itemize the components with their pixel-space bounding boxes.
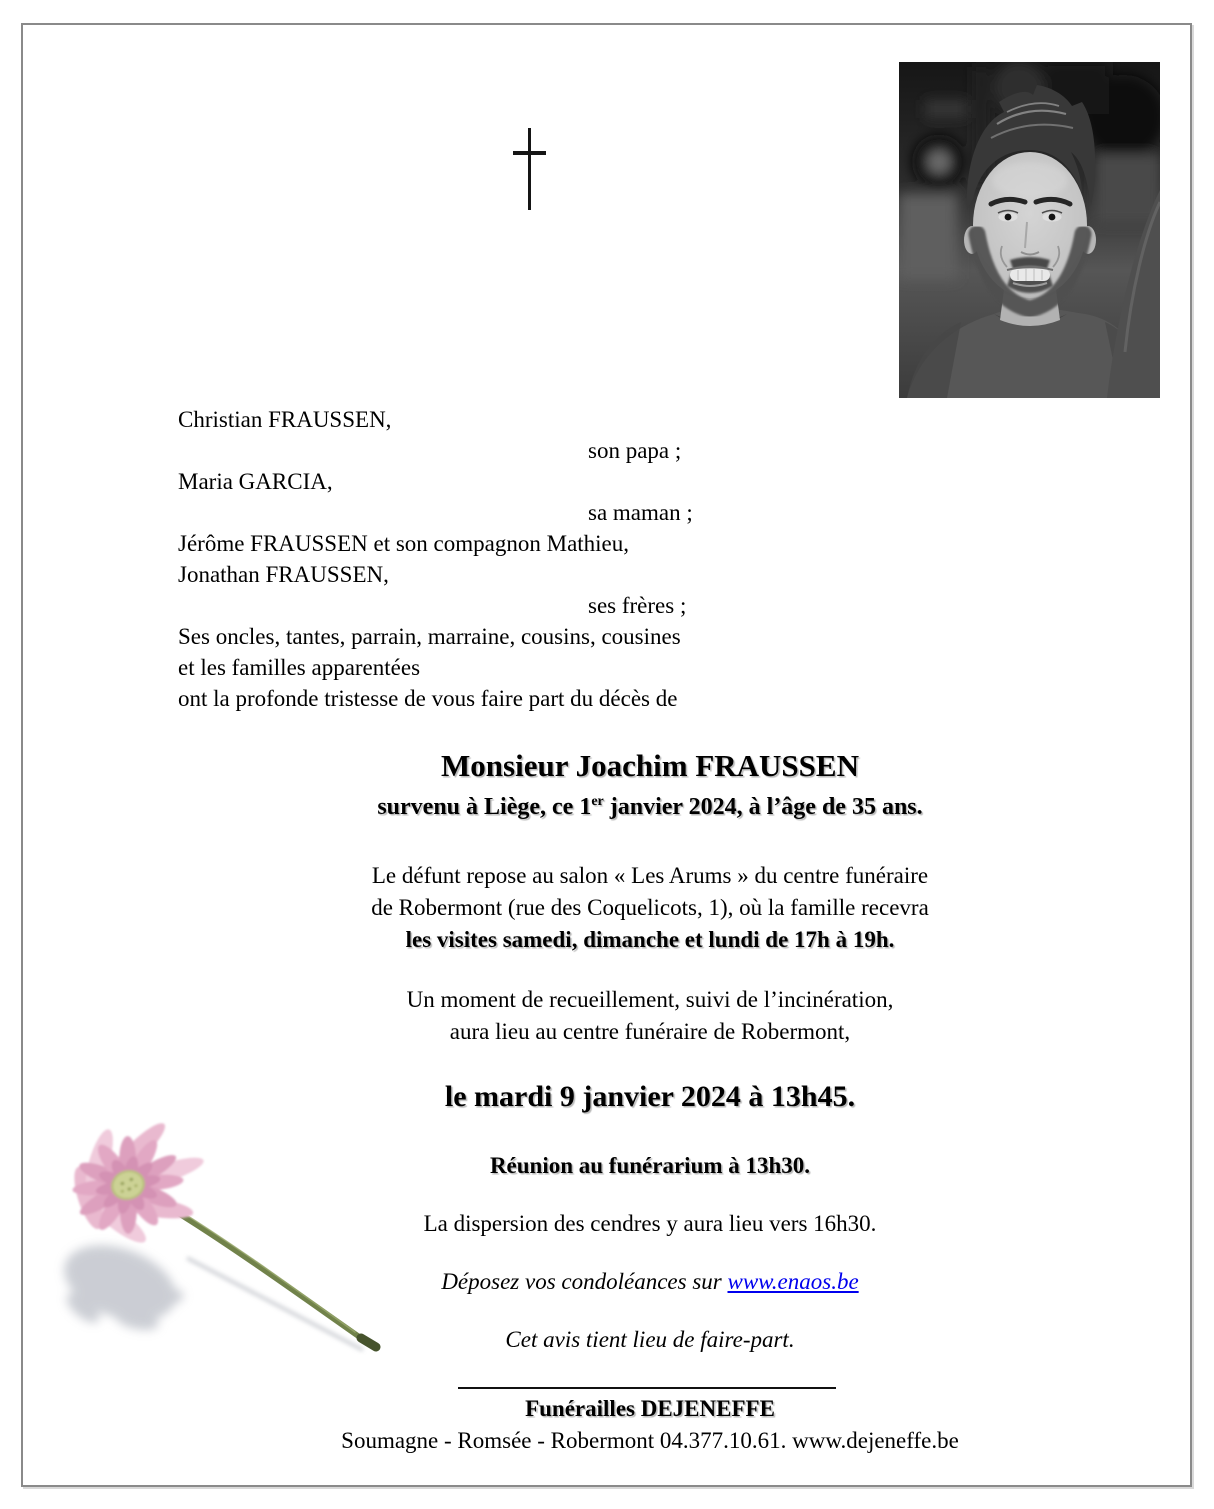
family-line: Maria GARCIA,: [178, 469, 333, 494]
portrait-photo-image: [899, 62, 1160, 398]
notice-line: Cet avis tient lieu de faire-part.: [505, 1327, 795, 1352]
funeral-home-details: Soumagne - Romsée - Robermont 04.377.10.61. www.dejeneffe.be: [341, 1428, 959, 1453]
viewing-line: de Robermont (rue des Coquelicots, 1), où la famille recevra: [371, 895, 929, 920]
viewing-paragraph: [110, 860, 1190, 956]
condolences-link[interactable]: www.enaos.be: [727, 1269, 859, 1294]
funeral-home-name: Funérailles DEJENEFFE: [525, 1396, 775, 1421]
family-line: Christian FRAUSSEN,: [178, 407, 392, 432]
footer-divider-line: [458, 1387, 836, 1389]
ceremony-line: aura lieu au centre funéraire de Robermont,: [449, 1019, 851, 1044]
family-relation-line: son papa ;: [588, 438, 682, 463]
ceremony-date-line: le mardi 9 janvier 2024 à 13h45.: [444, 1080, 856, 1113]
viewing-hours-line: les visites samedi, dimanche et lundi de 17h à 19h.: [405, 927, 895, 952]
family-relation-line: sa maman ;: [588, 500, 693, 525]
ceremony-line: Un moment de recueillement, suivi de l’incinération,: [406, 987, 894, 1012]
family-line: et les familles apparentées: [178, 655, 421, 680]
cross-icon: [505, 124, 553, 214]
family-relation-line: ses frères ;: [588, 593, 687, 618]
deceased-name: Monsieur Joachim FRAUSSEN: [441, 748, 859, 783]
family-line: Jérôme FRAUSSEN et son compagnon Mathieu,: [178, 531, 630, 556]
portrait-photo: [899, 62, 1160, 398]
family-line: ont la profonde tristesse de vous faire part du décès de: [178, 686, 678, 711]
viewing-line: Le défunt repose au salon « Les Arums » du centre funéraire: [371, 863, 929, 888]
ashes-dispersion-line: La dispersion des cendres y aura lieu vers 16h30.: [423, 1211, 877, 1236]
death-info-line: [110, 794, 1190, 821]
death-info-prefix: survenu à Liège, ce 1: [377, 794, 592, 820]
family-line: Ses oncles, tantes, parrain, marraine, cousins, cousines: [178, 624, 681, 649]
flower-photo: [15, 1088, 445, 1418]
death-info-ordinal: er: [591, 794, 604, 809]
family-names-block: [178, 404, 693, 714]
meeting-line: Réunion au funérarium à 13h30.: [489, 1153, 811, 1178]
condolences-text: Déposez vos condoléances sur: [441, 1269, 728, 1294]
ceremony-paragraph: [110, 984, 1190, 1048]
death-info-suffix: janvier 2024, à l’âge de 35 ans.: [603, 794, 923, 820]
family-line: Jonathan FRAUSSEN,: [178, 562, 389, 587]
